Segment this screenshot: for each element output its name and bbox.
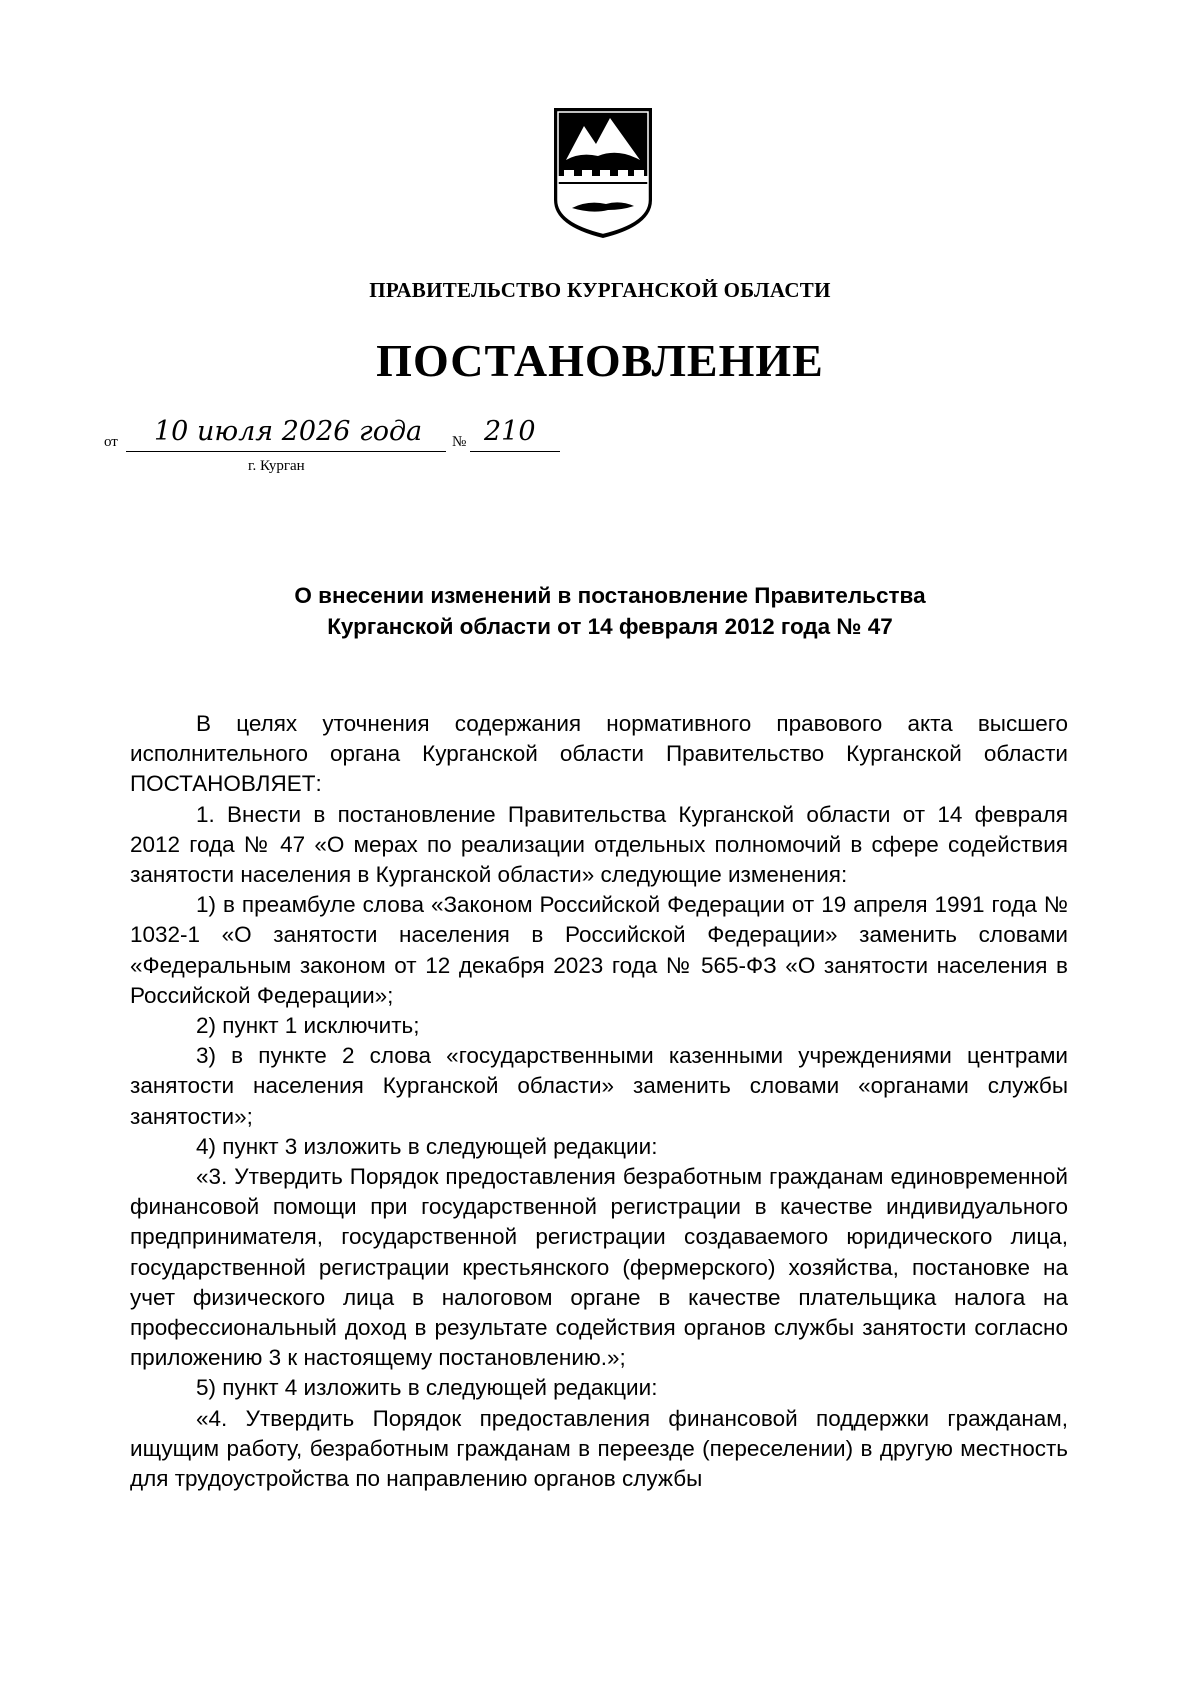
city-label: г. Курган — [248, 458, 305, 474]
document-body — [130, 709, 1068, 1494]
paragraph: 5) пункт 4 изложить в следующей редакции: — [196, 1375, 658, 1401]
paragraph: 3) в пункте 2 слова «государственными казенными учреждениями центрами занятости населения Курганской области» заменить словами «органами службы занятости»; — [130, 1043, 1068, 1129]
paragraph: 4) пункт 3 изложить в следующей редакции: — [196, 1133, 658, 1159]
paragraph: «3. Утвердить Порядок предоставления безработным гражданам единовременной финансовой помощи при государственной регистрации в качестве индивидуального предпринимателя, государственной регистрации создаваемого юридического лица, государственной регистрации крестьянского (фермерского) хозяйства, постановке на учет физического лица в налоговом органе в качестве плательщика налога на профессиональный доход в результате содействия органов службы занятости согласно приложению 3 к настоящему постановлению.»; — [130, 1164, 1068, 1371]
number-label: № — [452, 434, 467, 450]
document-subject — [140, 580, 1080, 642]
paragraph: 2) пункт 1 исключить; — [196, 1013, 420, 1039]
number-underline — [470, 451, 560, 452]
subject-line-2: Курганской области от 14 февраля 2012 года № 47 — [327, 614, 893, 639]
paragraph: В целях уточнения содержания нормативного правового акта высшего исполнительного органа Курганской области Правительство Курганской области ПОСТАНОВЛЯЕТ: — [130, 711, 1068, 797]
number-handwritten: 210 — [484, 416, 536, 447]
government-name: ПРАВИТЕЛЬСТВО КУРГАНСКОЙ ОБЛАСТИ — [369, 278, 831, 302]
date-handwritten: 10 июля 2026 года — [154, 416, 423, 447]
dateline — [104, 416, 624, 474]
document-type: ПОСТАНОВЛЕНИЕ — [376, 335, 824, 386]
subject-line-1: О внесении изменений в постановление Правительства — [294, 583, 926, 608]
coat-of-arms-icon — [548, 104, 658, 242]
paragraph: «4. Утвердить Порядок предоставления финансовой поддержки гражданам, ищущим работу, безработным гражданам в переезде (переселении) в другую местность для трудоустройства по направлению органов службы — [130, 1405, 1068, 1492]
date-underline — [126, 451, 446, 452]
paragraph: 1) в преамбуле слова «Законом Российской Федерации от 19 апреля 1991 года № 1032-1 «О занятости населения в Российской Федерации» заменить словами «Федеральным законом от 12 декабря 2023 года № 565-ФЗ «О занятости населения в Российской Федерации»; — [130, 892, 1068, 1008]
paragraph: 1. Внести в постановление Правительства Курганской области от 14 февраля 2012 года № 47 «О мерах по реализации отдельных полномочий в сфере содействия занятости населения в Курганской области» следующие изменения: — [130, 801, 1068, 888]
from-label: от — [104, 434, 118, 450]
